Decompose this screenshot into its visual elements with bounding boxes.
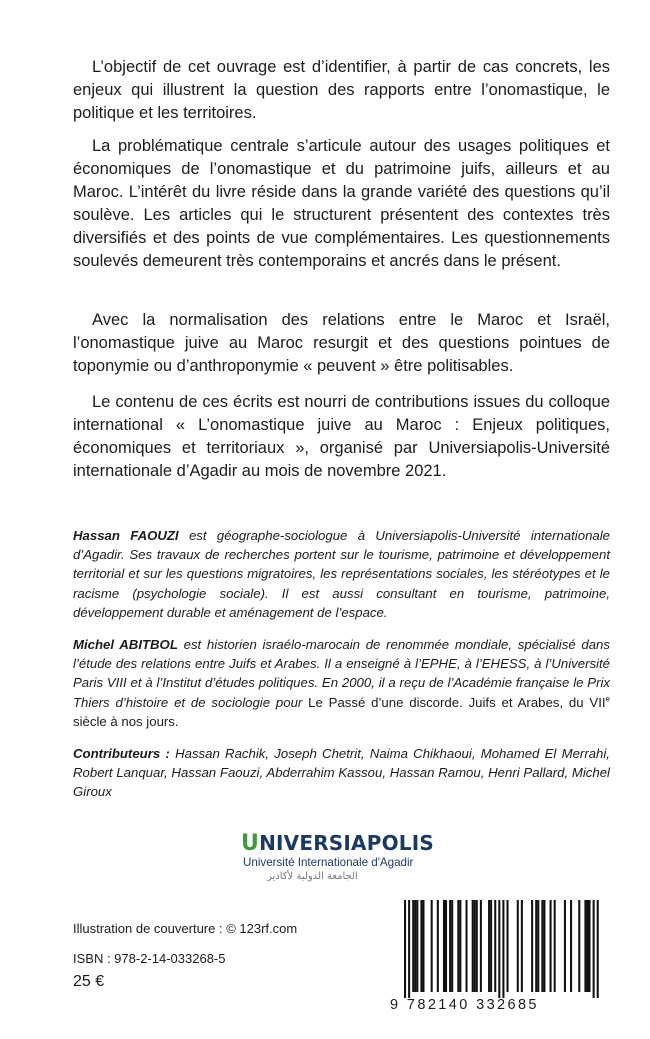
- barcode-bar: [535, 900, 537, 992]
- barcode-bar: [404, 900, 406, 998]
- author-name-faouzi: Hassan FAOUZI: [73, 528, 179, 543]
- author-name-abitbol: Michel ABITBOL: [73, 637, 178, 652]
- barcode-bar: [408, 900, 410, 998]
- barcode-bar: [570, 900, 572, 992]
- author-bio-abitbol: [73, 635, 610, 731]
- logo-name: NIVERSIAPOLIS: [259, 831, 434, 855]
- barcode-bar: [420, 900, 422, 992]
- author-bio-abitbol-text: est historien israélo-marocain de renommée mondiale, spécialisé dans l’étude des relations entre Juifs et Arabes. Il a enseigné à l’EPHE, à l’EHESS, à l’Université Paris VIII et à l’Institut d’études politiques. En 2000, il a reçu de l’Académie française le Prix Thiers d’histoire et de sociologie pour: [73, 637, 610, 710]
- barcode-bar: [543, 900, 545, 992]
- isbn-barcode: [390, 900, 615, 1015]
- barcode-bar: [457, 900, 459, 992]
- logo-arabic-subtitle: الجامعة الدولية لأكادير: [267, 871, 358, 882]
- barcode-bar: [554, 900, 556, 992]
- barcode-bars: [390, 900, 615, 998]
- barcode-bar: [445, 900, 447, 992]
- barcode-bar: [474, 900, 476, 992]
- book-title-end: siècle à nos jours.: [73, 713, 179, 729]
- barcode-bar: [494, 900, 496, 992]
- barcode-bar: [488, 900, 490, 992]
- barcode-bar: [476, 900, 478, 992]
- contributors-list: [73, 744, 610, 802]
- isbn: ISBN : 978-2-14-033268-5: [73, 951, 226, 966]
- book-title-text: Le Passé d’une discorde. Juifs et Arabes, du VII: [308, 694, 606, 710]
- barcode-bar: [416, 900, 418, 992]
- price: 25 €: [73, 973, 105, 990]
- author-bio-faouzi: [73, 526, 610, 622]
- summary-paragraph-1: L’objectif de cet ouvrage est d’identifier, à partir de cas concrets, les enjeux qui illustrent la question des rapports entre l’onomastique, le politique et les territoires.: [73, 58, 610, 122]
- barcode-bar: [564, 900, 566, 992]
- barcode-bar: [597, 900, 599, 998]
- barcode-bar: [490, 900, 492, 992]
- barcode-bar: [550, 900, 552, 992]
- barcode-digits: 9 782140 332685: [390, 997, 539, 1013]
- barcode-bar: [480, 900, 482, 992]
- barcode-bar: [431, 900, 433, 992]
- barcode-bar: [589, 900, 591, 992]
- summary-paragraph-2: La problématique centrale s’articule autour des usages politiques et économiques de l’onomastique et du patrimoine juifs, ailleurs et au Maroc. L’intérêt du livre réside dans la grande variété des questions qu’il soulève. Les articles qui le structurent présentent des contextes très diversifiés et des points de vue complémentaires. Les questionnements soulevés demeurent très contemporains et ancrés dans le présent.: [73, 137, 610, 270]
- book-title-superscript: e: [605, 694, 610, 704]
- author-bio-faouzi-text: est géographe-sociologue à Universiapolis-Université internationale d’Agadir. Ses travaux de recherches portent sur le tourisme, patrimoine et développement territorial et sur les questions migratoires, les représentations sociales, les stéréotypes et le racisme (psychologie sociale). Il est aussi consultant en tourisme, patrimoine, développement durable et aménagement de l’espace.: [73, 528, 611, 620]
- contributors-names: Hassan Rachik, Joseph Chetrit, Naima Chikhaoui, Mohamed El Merrahi, Robert Lanquar, Hassan Faouzi, Abderrahim Kassou, Hassan Ramou, Henri Pallard, Michel Giroux: [73, 746, 610, 800]
- barcode-bar: [472, 900, 474, 992]
- barcode-bar: [498, 900, 500, 998]
- barcode-bar: [586, 900, 588, 992]
- barcode-bar: [531, 900, 533, 992]
- logo-initial: U: [241, 831, 260, 856]
- barcode-bar: [449, 900, 451, 992]
- barcode-bar: [443, 900, 445, 992]
- barcode-bar: [537, 900, 539, 992]
- barcode-bar: [521, 900, 523, 992]
- barcode-bar: [412, 900, 414, 992]
- barcode-bar: [507, 900, 509, 992]
- barcode-bar: [437, 900, 439, 992]
- barcode-bar: [517, 900, 519, 992]
- barcode-bar: [578, 900, 580, 992]
- barcode-bar: [593, 900, 595, 998]
- summary-paragraph-4: Le contenu de ces écrits est nourri de contributions issues du colloque international « L’onomastique juive au Maroc : Enjeux politiques, économiques et territoriaux », organisé par Universiapolis-Université internationale d’Agadir au mois de novembre 2021.: [73, 393, 610, 480]
- universiapolis-logo: [235, 831, 434, 887]
- barcode-bar: [541, 900, 543, 992]
- contributors-label: Contributeurs :: [73, 746, 170, 761]
- logo-wordmark: [241, 831, 434, 856]
- illustration-credit: Illustration de couverture : © 123rf.com: [73, 921, 298, 936]
- barcode-bar: [451, 900, 453, 992]
- barcode-bar: [459, 900, 461, 992]
- summary-paragraph-3: Avec la normalisation des relations entre le Maroc et Israël, l’onomastique juive au Maroc resurgit et des questions pointues de toponymie ou d’anthroponymie « peuvent » être politisables.: [73, 311, 610, 375]
- logo-subtitle: Université Internationale d'Agadir: [243, 856, 414, 869]
- barcode-bar: [466, 900, 468, 992]
- barcode-bar: [584, 900, 586, 992]
- barcode-bar: [422, 900, 424, 992]
- barcode-bar: [502, 900, 504, 998]
- barcode-bar: [414, 900, 416, 992]
